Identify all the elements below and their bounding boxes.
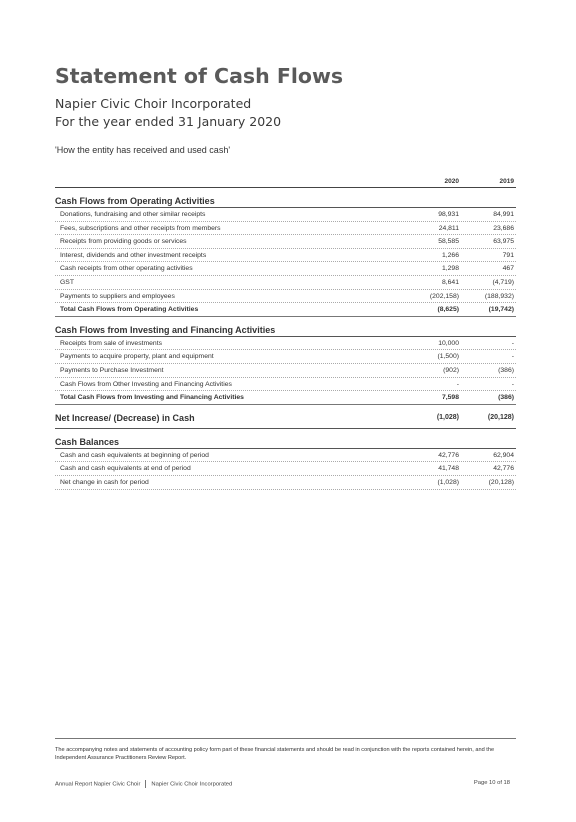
row-label: Cash and cash equivalents at beginning of period [60,451,209,459]
value-2020: 1,266 [441,251,459,259]
footer-divider [55,738,516,739]
footer-note: The accompanying notes and statements of accounting policy form part of these financial statements and should be read in conjunction with the reports contained herein, and the Independent Assurance Practitioners Review Report. [55,747,495,761]
value-2020: 42,776 [438,451,459,459]
row-label: Donations, fundraising and other similar receipts [60,211,206,218]
value-2019: (386) [498,366,514,374]
row-label: GST [60,278,74,286]
value-2019: - [511,339,514,347]
value-2020: (202,158) [429,292,459,300]
value-2020: (1,028) [436,413,459,421]
value-2020: (1,500) [437,353,459,361]
page-number: Page 10 of 18 [473,780,510,786]
table-row [55,222,516,236]
row-label: Cash receipts from other operating activities [60,265,193,273]
table-row [55,290,516,304]
net-change-row [55,405,516,429]
table-row [55,378,516,392]
footer-report-name: Annual Report Napier Civic Choir [55,781,141,788]
net-change-label: Net Increase/ (Decrease) in Cash [55,412,195,423]
row-label: Total Cash Flows from Investing and Financing Activities [60,394,244,402]
value-2019: 62,904 [493,451,514,459]
row-label: Payments to Purchase Investment [60,366,164,374]
page-title: Statement of Cash Flows [55,64,344,88]
column-headers [55,175,516,188]
statement-tagline: 'How the entity has received and used cash' [55,145,231,155]
organisation-name: Napier Civic Choir Incorporated [55,96,252,111]
row-label: Cash and cash equivalents at end of period [60,465,191,473]
row-label: Payments to suppliers and employees [60,292,175,300]
value-2019: 42,776 [493,465,514,473]
value-2020: (1,028) [437,478,459,486]
row-label: Receipts from sale of investments [60,339,162,347]
section-title-operating: Cash Flows from Operating Activities [55,194,516,208]
table-row [55,262,516,276]
reporting-period: For the year ended 31 January 2020 [55,114,282,129]
column-header-prior: 2019 [499,178,514,185]
value-2020: 10,000 [438,339,459,347]
table-row [55,249,516,263]
value-2019: 84,991 [493,211,514,218]
value-2020: 41,748 [438,465,459,473]
value-2020: 8,641 [441,278,459,286]
row-label: Interest, dividends and other investment receipts [60,251,207,259]
value-2020: (902) [443,366,459,374]
table-row [55,276,516,290]
section-title-investing: Cash Flows from Investing and Financing Activities [55,323,516,337]
value-2020: 7,598 [441,394,459,402]
value-2019: (188,932) [484,292,514,300]
footer-left [55,780,232,788]
row-label: Payments to acquire property, plant and equipment [60,353,214,361]
value-2019: - [511,353,514,361]
table-row [55,208,516,222]
value-2019: (4,719) [492,278,514,286]
value-2019: (19,742) [488,306,514,314]
value-2020: (8,625) [437,306,459,314]
cash-flow-table [55,175,516,490]
value-2020: 98,931 [438,211,459,218]
value-2019: 467 [502,265,514,273]
value-2019: (386) [498,394,514,402]
footer-org-name: Napier Civic Choir Incorporated [151,781,233,788]
table-row [55,350,516,364]
total-row-investing [55,391,516,405]
column-header-current: 2020 [444,178,459,185]
row-label: Total Cash Flows from Operating Activities [60,306,199,314]
row-label: Cash Flows from Other Investing and Financing Activities [60,380,232,388]
row-label: Net change in cash for period [60,478,149,486]
total-row-operating [55,303,516,317]
section-title-balances: Cash Balances [55,435,516,449]
value-2019: (20,128) [487,413,514,421]
table-row [55,337,516,351]
table-row [55,449,516,463]
table-row [55,476,516,490]
row-label: Receipts from providing goods or services [60,238,187,246]
value-2020: - [456,380,459,388]
row-label: Fees, subscriptions and other receipts from members [60,224,221,232]
table-row [55,235,516,249]
value-2019: (20,128) [488,478,514,486]
value-2019: 23,686 [493,224,514,232]
table-row [55,364,516,378]
value-2019: 791 [502,251,514,259]
value-2020: 58,585 [438,238,459,246]
value-2019: 63,975 [493,238,514,246]
footer-separator [145,780,146,788]
value-2020: 1,298 [441,265,459,273]
table-row [55,462,516,476]
value-2020: 24,811 [438,224,459,232]
value-2019: - [511,380,514,388]
